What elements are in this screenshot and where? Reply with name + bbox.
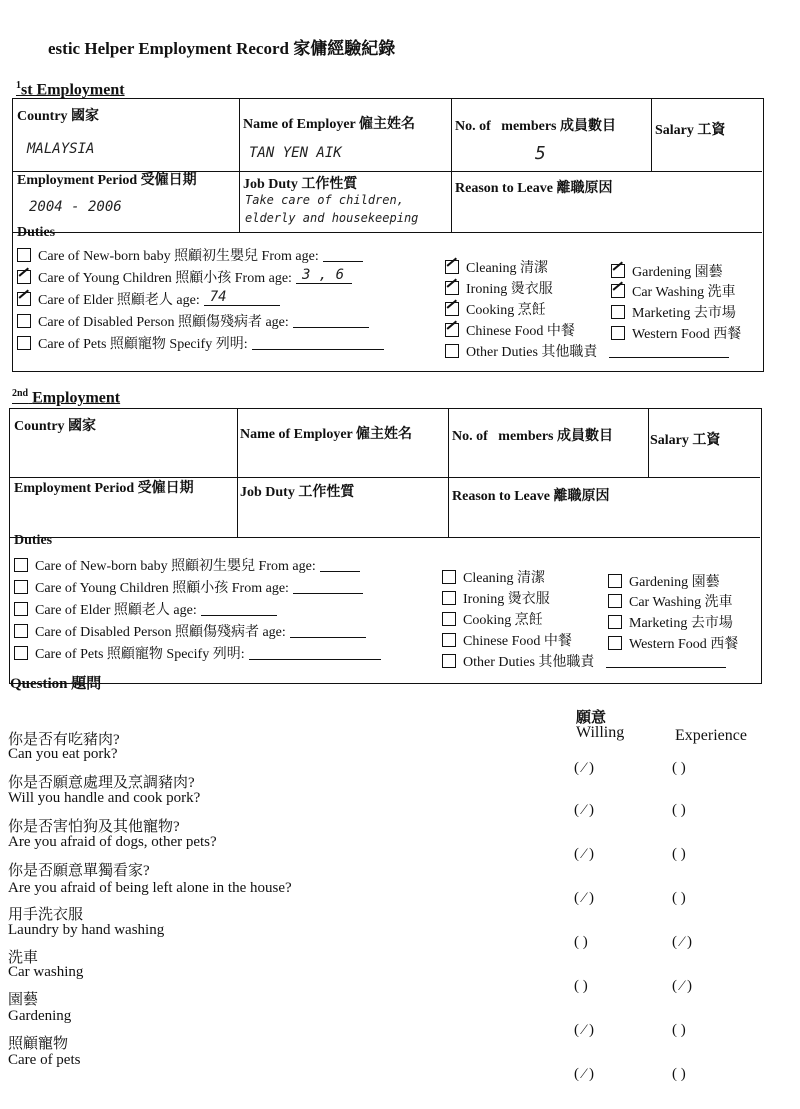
experience-mark[interactable]: ( ): [672, 1066, 686, 1082]
section-2-heading: [12, 388, 120, 407]
job-duty-label: Job Duty 工作性質: [243, 177, 358, 192]
willing-mark[interactable]: ( ⁄ ): [574, 760, 594, 776]
experience-mark[interactable]: ( ): [672, 760, 686, 776]
checkbox-western[interactable]: [611, 326, 625, 340]
question-zh: 照顧寵物: [8, 1036, 69, 1052]
duty-carwash: Car Washing 洗車: [611, 281, 736, 301]
duty2-newborn: Care of New-born baby 照顧初生嬰兒 From age:: [14, 555, 360, 575]
section-1-sup: 1: [16, 80, 21, 91]
willing-mark[interactable]: ( ): [574, 978, 588, 994]
duty-elder: Care of Elder 照顧老人 age: 74: [17, 289, 280, 309]
job-duty-value-1: Take care of children,: [245, 193, 404, 207]
experience-mark[interactable]: ( ): [672, 846, 686, 862]
duty-cleaning: Cleaning 清潔: [445, 257, 548, 277]
checkbox2-newborn[interactable]: [14, 558, 28, 572]
checkbox2-elder[interactable]: [14, 602, 28, 616]
employment-1-table: [12, 98, 764, 372]
checkbox2-young[interactable]: [14, 580, 28, 594]
section-2-title: Employment: [32, 389, 121, 407]
duty2-young: Care of Young Children 照顧小孩 From age:: [14, 577, 363, 597]
job-duty-value-2: elderly and housekeeping: [245, 211, 419, 225]
section-2-sup: 2nd: [12, 388, 29, 399]
question-heading: Question 題問: [10, 676, 102, 692]
duty2-western: Western Food 西餐: [608, 633, 738, 653]
country-value: MALAYSIA: [27, 141, 95, 157]
question-zh: 你是否有吃豬肉?: [8, 732, 120, 748]
question-en: Laundry by hand washing: [8, 922, 165, 938]
employment-2-table: [9, 408, 762, 684]
members-label-2: [452, 425, 613, 445]
members-value: 5: [535, 143, 546, 164]
checkbox2-chinese[interactable]: [442, 633, 456, 647]
checkbox-marketing[interactable]: [611, 305, 625, 319]
reason-label-2: Reason to Leave 離職原因: [452, 489, 610, 504]
checkbox-chinese[interactable]: [445, 323, 459, 337]
job-duty-label-2: Job Duty 工作性質: [240, 485, 355, 500]
checkbox-young[interactable]: [17, 270, 31, 284]
duty-cooking: Cooking 烹飪: [445, 299, 546, 319]
willing-mark[interactable]: ( ⁄ ): [574, 846, 594, 862]
duty-marketing: Marketing 去市場: [611, 302, 736, 322]
question-en: Care of pets: [8, 1052, 81, 1068]
experience-mark[interactable]: ( ⁄ ): [672, 934, 692, 950]
question-en: Can you eat pork?: [8, 746, 118, 762]
duty2-other: Other Duties 其他職責: [442, 651, 726, 671]
checkbox2-other[interactable]: [442, 654, 456, 668]
question-en: Are you afraid of dogs, other pets?: [8, 834, 217, 850]
checkbox2-carwash[interactable]: [608, 594, 622, 608]
country-label-2: Country 國家: [14, 419, 97, 434]
salary-label: Salary 工資: [655, 123, 726, 138]
duty-western: Western Food 西餐: [611, 323, 741, 343]
duty2-marketing: Marketing 去市場: [608, 612, 733, 632]
duties-label: Duties: [17, 225, 56, 240]
question-en: Will you handle and cook pork?: [8, 790, 201, 806]
page-title: estic Helper Employment Record 家傭經驗紀錄: [48, 39, 396, 58]
question-zh: 園藝: [8, 992, 39, 1008]
willing-mark[interactable]: ( ⁄ ): [574, 802, 594, 818]
checkbox-newborn[interactable]: [17, 248, 31, 262]
checkbox2-marketing[interactable]: [608, 615, 622, 629]
checkbox-cleaning[interactable]: [445, 260, 459, 274]
question-en: Car washing: [8, 964, 84, 980]
duty2-disabled: Care of Disabled Person 照顧傷殘病者 age:: [14, 621, 366, 641]
checkbox2-disabled[interactable]: [14, 624, 28, 638]
section-1-title: st Employment: [21, 81, 125, 99]
duty-newborn: Care of New-born baby 照顧初生嬰兒 From age:: [17, 245, 363, 265]
question-en: Gardening: [8, 1008, 72, 1024]
question-zh: 洗車: [8, 950, 39, 966]
checkbox-elder[interactable]: [17, 292, 31, 306]
duty-gardening: Gardening 園藝: [611, 261, 723, 281]
experience-mark[interactable]: ( ): [672, 890, 686, 906]
experience-label: Experience: [675, 727, 747, 744]
duty2-carwash: Car Washing 洗車: [608, 591, 733, 611]
members-text-label: members 成員數目: [501, 119, 616, 134]
question-en: Are you afraid of being left alone in the house?: [8, 880, 292, 896]
checkbox-cooking[interactable]: [445, 302, 459, 316]
members-no-label: No. of: [455, 119, 491, 134]
checkbox-disabled[interactable]: [17, 314, 31, 328]
duty2-chinese: Chinese Food 中餐: [442, 630, 572, 650]
checkbox2-western[interactable]: [608, 636, 622, 650]
period-label-2: Employment Period 受僱日期: [14, 481, 194, 496]
duty-other: Other Duties 其他職責: [445, 341, 729, 361]
duty-young: Care of Young Children 照顧小孩 From age: 3 , 6: [17, 267, 352, 287]
experience-mark[interactable]: ( ): [672, 802, 686, 818]
experience-mark[interactable]: ( ⁄ ): [672, 978, 692, 994]
checkbox-ironing[interactable]: [445, 281, 459, 295]
checkbox-pets[interactable]: [17, 336, 31, 350]
duty-chinese: Chinese Food 中餐: [445, 320, 575, 340]
checkbox2-cooking[interactable]: [442, 612, 456, 626]
young-age-value: 3 , 6: [301, 266, 345, 283]
willing-mark[interactable]: ( ⁄ ): [574, 1022, 594, 1038]
salary-label-2: Salary 工資: [650, 433, 721, 448]
checkbox2-gardening[interactable]: [608, 574, 622, 588]
willing-mark[interactable]: ( ): [574, 934, 588, 950]
members-label: [455, 115, 616, 135]
duty2-gardening: Gardening 園藝: [608, 571, 720, 591]
checkbox-other[interactable]: [445, 344, 459, 358]
employer-value: TAN YEN AIK: [249, 145, 342, 161]
checkbox-gardening[interactable]: [611, 264, 625, 278]
duty2-cooking: Cooking 烹飪: [442, 609, 543, 629]
duty2-ironing: Ironing 燙衣服: [442, 588, 550, 608]
willing-zh-label: 願意: [576, 710, 607, 726]
members-text-label-2: members 成員數目: [498, 429, 613, 444]
experience-mark[interactable]: ( ): [672, 1022, 686, 1038]
period-label: Employment Period 受僱日期: [17, 173, 197, 188]
question-zh: 用手洗衣服: [8, 907, 84, 923]
willing-mark[interactable]: ( ⁄ ): [574, 1066, 594, 1082]
willing-label: Willing: [576, 724, 625, 741]
employer-label-2: Name of Employer 僱主姓名: [240, 427, 412, 442]
question-zh: 你是否害怕狗及其他寵物?: [8, 819, 180, 835]
duty2-elder: Care of Elder 照顧老人 age:: [14, 599, 277, 619]
willing-mark[interactable]: ( ⁄ ): [574, 890, 594, 906]
question-zh: 你是否願意單獨看家?: [8, 863, 150, 879]
duty2-cleaning: Cleaning 清潔: [442, 567, 545, 587]
country-label: Country 國家: [17, 109, 100, 124]
reason-label: Reason to Leave 離職原因: [455, 181, 613, 196]
period-value: 2004 - 2006: [29, 199, 122, 215]
checkbox2-cleaning[interactable]: [442, 570, 456, 584]
members-no-label-2: No. of: [452, 429, 488, 444]
checkbox-carwash[interactable]: [611, 284, 625, 298]
duty-pets: Care of Pets 照顧寵物 Specify 列明:: [17, 333, 384, 353]
duty2-pets: Care of Pets 照顧寵物 Specify 列明:: [14, 643, 381, 663]
duty-ironing: Ironing 燙衣服: [445, 278, 553, 298]
question-zh: 你是否願意處理及烹調豬肉?: [8, 775, 195, 791]
checkbox2-pets[interactable]: [14, 646, 28, 660]
section-1-heading: [16, 80, 125, 99]
duties-label-2: Duties: [14, 533, 53, 548]
elder-age-value: 74: [209, 288, 227, 305]
checkbox2-ironing[interactable]: [442, 591, 456, 605]
employer-label: Name of Employer 僱主姓名: [243, 117, 415, 132]
duty-disabled: Care of Disabled Person 照顧傷殘病者 age:: [17, 311, 369, 331]
